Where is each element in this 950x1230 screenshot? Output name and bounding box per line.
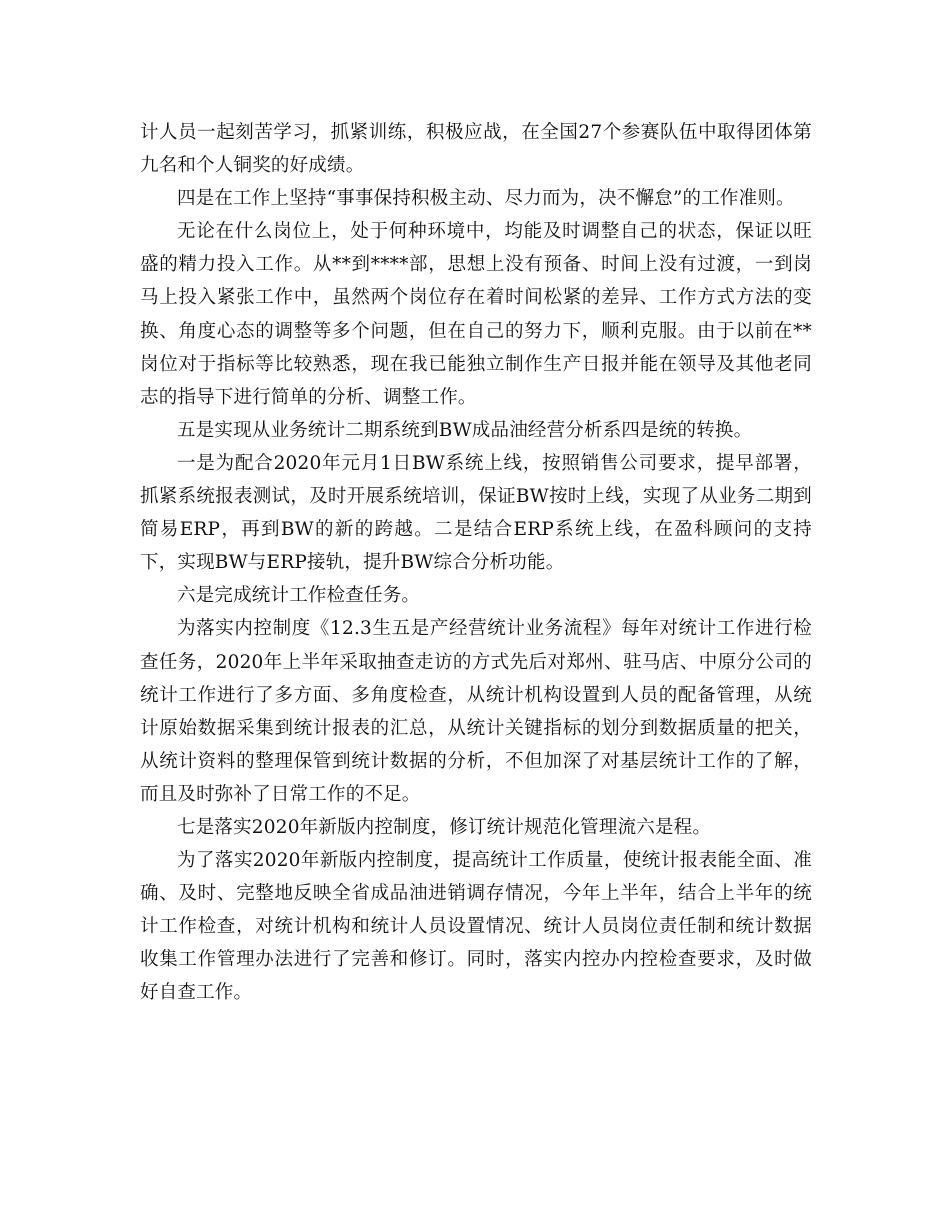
paragraph-4: 五是实现从业务统计二期系统到BW成品油经营分析系四是统的转换。: [177, 419, 753, 441]
paragraph-1: 计人员一起刻苦学习，抓紧训练，积极应战，在全国27个参赛队伍中取得团体第九名和个人铜奖的好成绩。: [140, 122, 812, 177]
paragraph-8: 七是落实2020年新版内控制度，修订统计规范化管理流六是程。: [177, 816, 712, 838]
paragraph-6: 六是完成统计工作检查任务。: [177, 585, 421, 607]
paragraph-5: 一是为配合2020年元月1日BW系统上线，按照销售公司要求，提早部署，抓紧系统报表测试，及时开展系统培训，保证BW按时上线，实现了从业务二期到简易ERP，再到BW的新的跨越。二是结合ERP系统上线，在盈科顾问的支持下，实现BW与ERP接轨，提升BW综合分析功能。: [140, 452, 812, 574]
document-body: [140, 116, 812, 1010]
paragraph-2: 四是在工作上坚持“事事保持积极主动、尽力而为，决不懈怠”的工作准则。: [177, 188, 795, 210]
paragraph-3: 无论在什么岗位上，处于何种环境中，均能及时调整自己的状态，保证以旺盛的精力投入工作。从**到****部，思想上没有预备、时间上没有过渡，一到岗马上投入紧张工作中，虽然两个岗位存在着时间松紧的差异、工作方式方法的变换、角度心态的调整等多个问题，但在自己的努力下，顺利克服。由于以前在**岗位对于指标等比较熟悉，现在我已能独立制作生产日报并能在领导及其他老同志的指导下进行简单的分析、调整工作。: [140, 221, 812, 408]
paragraph-9: 为了落实2020年新版内控制度，提高统计工作质量，使统计报表能全面、准确、及时、完整地反映全省成品油进销调存情况，今年上半年，结合上半年的统计工作检查，对统计机构和统计人员设置情况、统计人员岗位责任制和统计数据收集工作管理办法进行了完善和修订。同时，落实内控办内控检查要求，及时做好自查工作。: [140, 850, 812, 1004]
paragraph-7: 为落实内控制度《12.3生五是产经营统计业务流程》每年对统计工作进行检查任务，2020年上半年采取抽查走访的方式先后对郑州、驻马店、中原分公司的统计工作进行了多方面、多角度检查，从统计机构设置到人员的配备管理，从统计原始数据采集到统计报表的汇总，从统计关键指标的划分到数据质量的把关，从统计资料的整理保管到统计数据的分析，不但加深了对基层统计工作的了解，而且及时弥补了日常工作的不足。: [140, 618, 812, 805]
